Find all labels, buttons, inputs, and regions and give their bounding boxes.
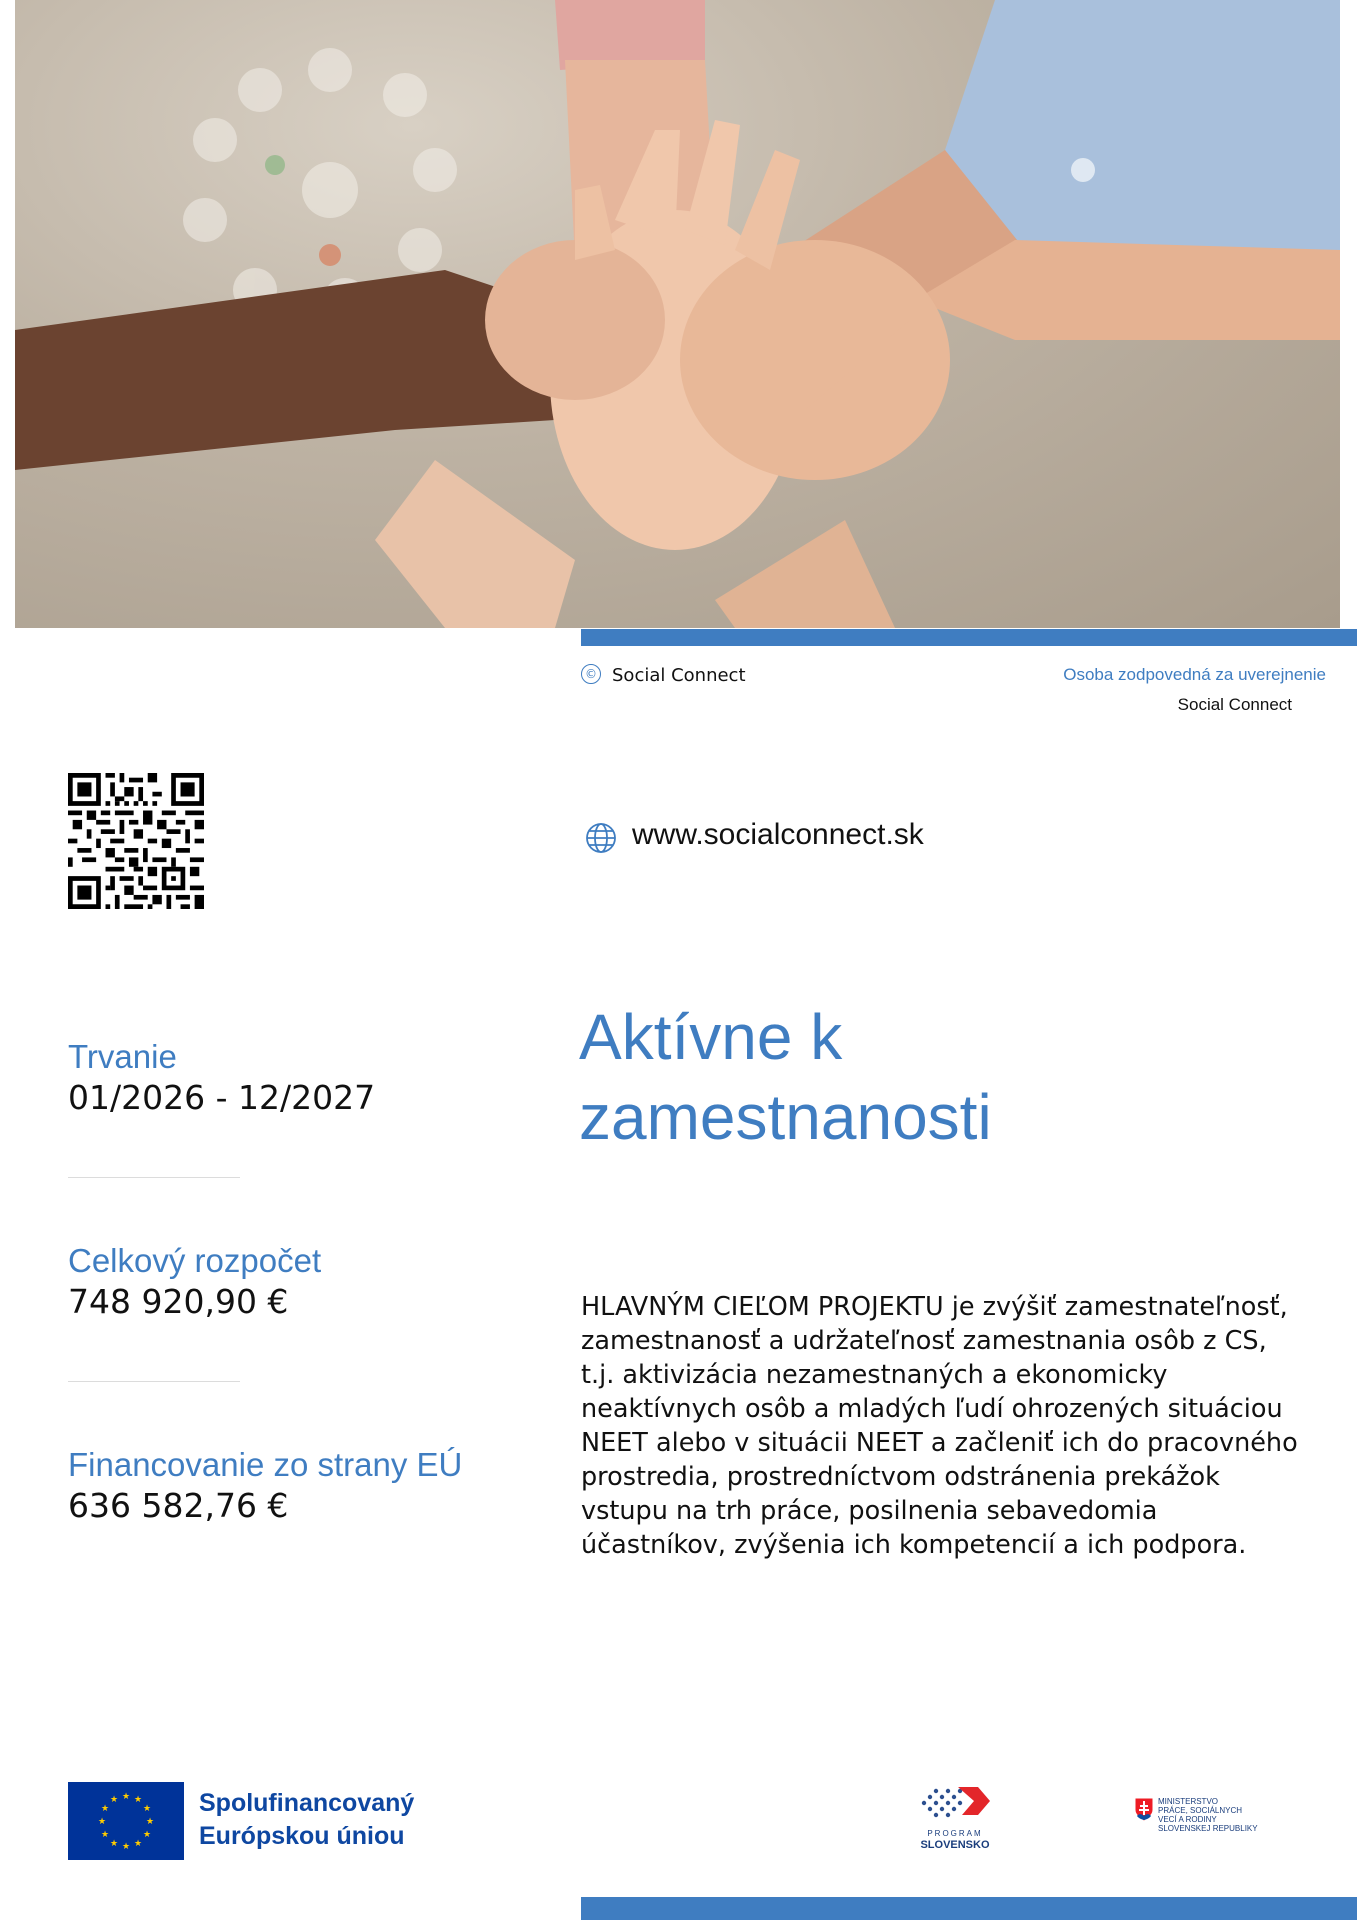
duration-label: Trvanie <box>68 1038 177 1075</box>
svg-text:★: ★ <box>142 1804 152 1814</box>
hero-photo <box>15 0 1340 628</box>
project-description: HLAVNÝM CIEĽOM PROJEKTU je zvýšiť zamestnateľnosť, zamestnanosť a udržateľnosť zamestnania osôb z CS, t.j. aktivizácia nezamestnaných a ekonomicky neaktívnych osôb a mladých ľudí ohrozených situáciou NEET alebo v situácii NEET a začleniť ich do pracovného prostredia, prostredníctvom odstránenia prekážok vstupu na trh práce, posilnenia sebavedomia účastníkov, zvýšenia ich kompetencií a ich podpora. <box>581 1292 1298 1560</box>
ministry-line: MINISTERSTVO <box>1158 1797 1219 1806</box>
eu-funding-label: Financovanie zo strany EÚ <box>68 1446 463 1483</box>
svg-text:★: ★ <box>109 1839 119 1849</box>
ministry-line: SLOVENSKEJ REPUBLIKY <box>1158 1824 1258 1833</box>
top-accent-bar <box>581 629 1357 646</box>
copyright-icon: © <box>581 664 601 684</box>
budget-value: 748 920,90 € <box>68 1282 289 1321</box>
svg-text:★: ★ <box>100 1804 110 1814</box>
slovensko-label: SLOVENSKO <box>920 1839 990 1851</box>
duration-value: 01/2026 - 12/2027 <box>68 1078 376 1117</box>
slovak-coat-of-arms-icon <box>1134 1797 1154 1822</box>
svg-text:★: ★ <box>97 1817 107 1827</box>
svg-text:★: ★ <box>109 1795 119 1805</box>
svg-text:★: ★ <box>133 1795 143 1805</box>
divider <box>68 1381 240 1382</box>
photo-credit: Social Connect <box>612 665 746 686</box>
project-title <box>579 997 1279 1157</box>
svg-text:★: ★ <box>121 1842 131 1852</box>
ministry-line: VECÍ A RODINY <box>1158 1815 1217 1824</box>
svg-text:★: ★ <box>145 1817 155 1827</box>
svg-text:★: ★ <box>100 1830 110 1840</box>
bottom-accent-bar <box>581 1897 1357 1920</box>
svg-text:★: ★ <box>121 1792 131 1802</box>
eu-flag-icon <box>68 1782 184 1860</box>
responsible-person-value: Social Connect <box>1177 695 1292 714</box>
svg-text:★: ★ <box>142 1830 152 1840</box>
eu-funding-value: 636 582,76 € <box>68 1486 289 1525</box>
website-link[interactable]: www.socialconnect.sk <box>632 818 924 851</box>
eu-text-line1: Spolufinancovaný <box>199 1789 415 1817</box>
eu-text-line2: Európskou úniou <box>199 1822 405 1850</box>
eu-cofinanced-text <box>199 1787 414 1853</box>
ministry-line: PRÁCE, SOCIÁLNYCH <box>1158 1806 1243 1815</box>
program-label: PROGRAM <box>927 1829 983 1838</box>
svg-text:★: ★ <box>133 1839 143 1849</box>
budget-label: Celkový rozpočet <box>68 1242 322 1279</box>
responsible-person-label: Osoba zodpovedná za uverejnenie <box>1063 665 1326 684</box>
qr-code[interactable] <box>68 773 204 909</box>
globe-icon <box>585 822 617 854</box>
divider <box>68 1177 240 1178</box>
project-title-line1: Aktívne k <box>579 1001 843 1073</box>
project-title-line2: zamestnanosti <box>579 1081 992 1153</box>
ministry-name <box>1158 1797 1268 1833</box>
